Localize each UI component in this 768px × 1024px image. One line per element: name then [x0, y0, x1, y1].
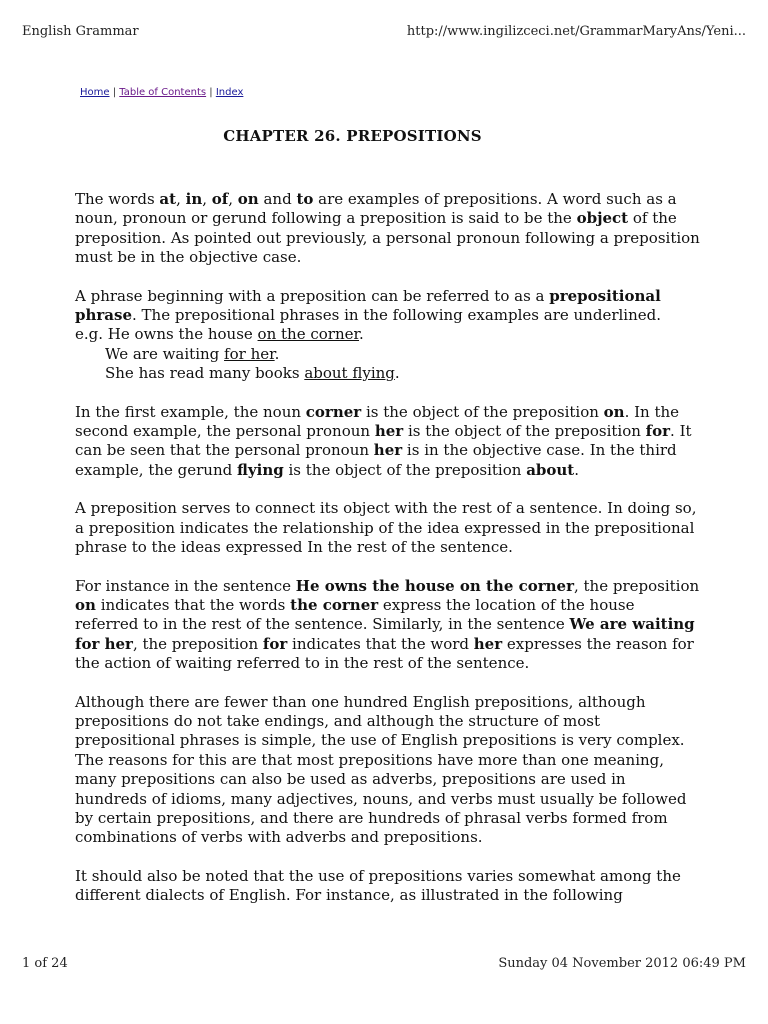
- text: The words: [75, 190, 160, 208]
- nav-links: [80, 87, 243, 98]
- keyword: corner: [305, 402, 362, 421]
- text: is in the objective case. In the third example, the gerund: [75, 441, 677, 479]
- text: .: [574, 460, 580, 479]
- text: . The prepositional phrases in the following examples are underlined.: [132, 306, 661, 325]
- nav-separator: |: [109, 87, 120, 98]
- keyword: for: [645, 422, 671, 441]
- example-text: .: [274, 344, 280, 363]
- example-sentence: We are waiting for her: [75, 615, 695, 653]
- example-text: She has read many books: [105, 364, 305, 383]
- page-number: 1 of 24: [22, 956, 68, 971]
- example-sentence: He owns the house on the corner: [295, 576, 574, 595]
- text: is the object of the preposition: [361, 402, 604, 421]
- nav-index-link[interactable]: Index: [215, 87, 244, 98]
- text: are examples of prepositions. A word such as a noun, pronoun or gerund following a preposition is said to be the: [75, 190, 677, 228]
- text: ,: [202, 190, 212, 208]
- text: indicates that the words: [95, 595, 291, 614]
- nav-toc-link[interactable]: Table of Contents: [119, 87, 207, 98]
- keyword: flying: [237, 460, 284, 479]
- example-text: We are waiting: [105, 344, 225, 363]
- keyword: the corner: [290, 595, 379, 614]
- chapter-body: [75, 190, 700, 925]
- text: . In the second example, the personal pronoun: [75, 402, 680, 441]
- example-text: e.g. He owns the house: [75, 325, 258, 344]
- keyword: prepositional phrase: [75, 286, 661, 325]
- text: indicates that the word: [287, 634, 474, 653]
- text: , the preposition: [132, 634, 263, 653]
- nav-separator: |: [206, 87, 216, 98]
- text: ,: [176, 190, 186, 208]
- example-underline: about flying: [304, 364, 395, 383]
- paragraph-5: [75, 577, 700, 674]
- example-underline: for her: [224, 344, 275, 363]
- example-text: .: [359, 325, 364, 344]
- text: ,: [228, 190, 238, 208]
- text: of the preposition. As pointed out previously, a personal pronoun following a preposition must be in the objective case.: [75, 209, 700, 267]
- keyword: for: [262, 634, 288, 653]
- keyword: to: [296, 190, 314, 208]
- keyword: her: [473, 634, 503, 653]
- example-text: .: [394, 364, 400, 383]
- text: . It can be seen that the personal pronoun: [75, 422, 692, 460]
- keyword: on: [75, 595, 96, 614]
- text: , the preposition: [573, 576, 700, 595]
- keyword: at: [159, 190, 177, 208]
- print-timestamp: Sunday 04 November 2012 06:49 PM: [498, 956, 746, 971]
- keyword: on: [603, 402, 625, 421]
- text: In the first example, the noun: [75, 402, 306, 421]
- chapter-title: CHAPTER 26. PREPOSITIONS: [223, 127, 482, 145]
- paragraph-6: Although there are fewer than one hundred English prepositions, although prepositions do not take endings, and although the structure of most prepositional phrases is simple, the use of English prepositions is very complex. The reasons for this are that most prepositions have more than one meaning, many prepositions can also be used as adverbs, prepositions are used in hundreds of idioms, many adjectives, nouns, and verbs must usually be followed by certain prepositions, and there are hundreds of phrasal verbs formed from combinations of verbs with adverbs and prepositions.: [75, 692, 687, 847]
- paragraph-1: [75, 190, 700, 268]
- paragraph-7: It should also be noted that the use of prepositions varies somewhat among the different dialects of English. For instance, as illustrated in the following: [75, 866, 681, 905]
- text: A phrase beginning with a preposition can be referred to as a: [75, 286, 550, 305]
- keyword: her: [373, 441, 403, 460]
- keyword: object: [576, 209, 629, 228]
- print-header-url: http://www.ingilizceci.net/GrammarMaryAns/Yeni...: [406, 24, 746, 39]
- text: is the object of the preposition: [283, 460, 527, 479]
- nav-home-link[interactable]: Home: [80, 87, 110, 98]
- keyword: on: [237, 190, 259, 208]
- text: express the location of the house referred to in the rest of the sentence. Similarly, in the sentence: [75, 595, 635, 634]
- print-header-title: English Grammar: [22, 24, 139, 39]
- paragraph-4: A preposition serves to connect its object with the rest of a sentence. In doing so, a preposition indicates the relationship of the idea expressed in the prepositional phrase to the ideas expressed In the rest of the sentence.: [75, 499, 697, 557]
- text: is the object of the preposition: [403, 422, 646, 441]
- text: and: [258, 190, 297, 208]
- paragraph-3: [75, 403, 700, 481]
- keyword: in: [185, 190, 203, 208]
- keyword: of: [211, 190, 229, 208]
- paragraph-2: [75, 287, 700, 384]
- keyword: about: [526, 460, 575, 479]
- example-underline: on the corner: [257, 325, 360, 344]
- keyword: her: [374, 422, 404, 441]
- text: For instance in the sentence: [75, 576, 296, 595]
- text: expresses the reason for the action of waiting referred to in the rest of the sentence.: [75, 634, 694, 673]
